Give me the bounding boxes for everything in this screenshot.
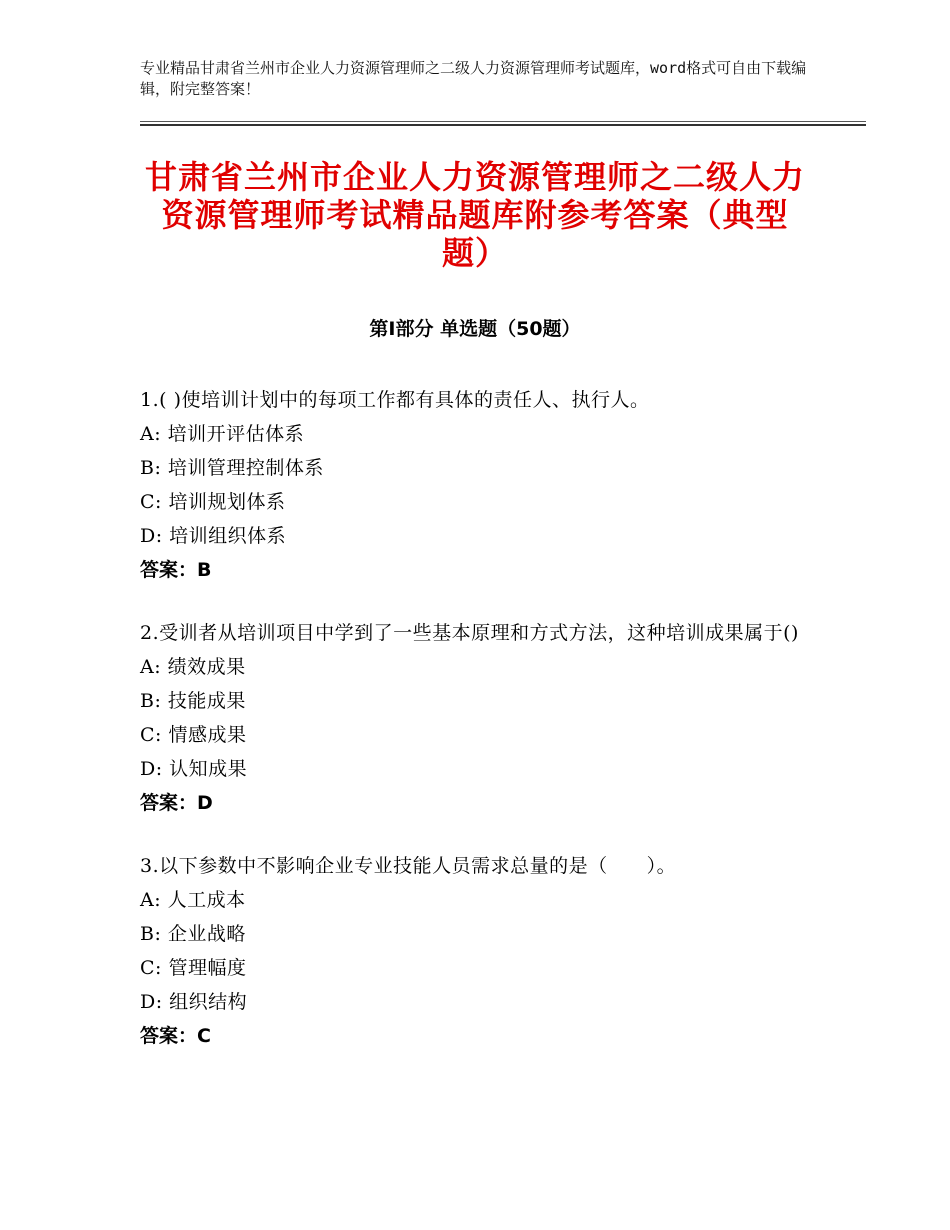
header-divider-thin: [140, 121, 866, 122]
option-d: D: 组织结构: [140, 991, 248, 1013]
option-a: A: 人工成本: [140, 889, 246, 911]
question-list: [140, 383, 820, 1082]
option-a: A: 绩效成果: [140, 656, 246, 678]
option-b: B: 技能成果: [140, 690, 246, 712]
option-c: C: 管理幅度: [140, 957, 247, 979]
option-b: B: 企业战略: [140, 923, 246, 945]
option-c: C: 情感成果: [140, 724, 247, 746]
header-divider-thick: [140, 124, 866, 126]
option-b: B: 培训管理控制体系: [140, 457, 324, 479]
question-stem: 2.受训者从培训项目中学到了一些基本原理和方式方法，这种培训成果属于(): [140, 622, 799, 644]
question-3: [140, 849, 820, 1053]
option-d: D: 培训组织体系: [140, 525, 287, 547]
section-heading: 第Ⅰ部分 单选题（50题）: [369, 318, 581, 340]
answer: 答案：C: [140, 1025, 211, 1047]
header-note: 专业精品甘肃省兰州市企业人力资源管理师之二级人力资源管理师考试题库，word格式可自由下载编辑，附完整答案！: [140, 59, 807, 98]
answer: 答案：B: [140, 559, 212, 581]
option-d: D: 认知成果: [140, 758, 248, 780]
option-c: C: 培训规划体系: [140, 491, 286, 513]
question-2: [140, 616, 820, 820]
answer: 答案：D: [140, 792, 213, 814]
question-1: [140, 383, 820, 587]
question-stem: 1.( )使培训计划中的每项工作都有具体的责任人、执行人。: [140, 389, 650, 411]
document-title: 甘肃省兰州市企业人力资源管理师之二级人力资源管理师考试精品题库附参考答案（典型题）: [144, 158, 805, 272]
question-stem: 3.以下参数中不影响企业专业技能人员需求总量的是（ ）。: [140, 855, 677, 877]
option-a: A: 培训开评估体系: [140, 423, 305, 445]
